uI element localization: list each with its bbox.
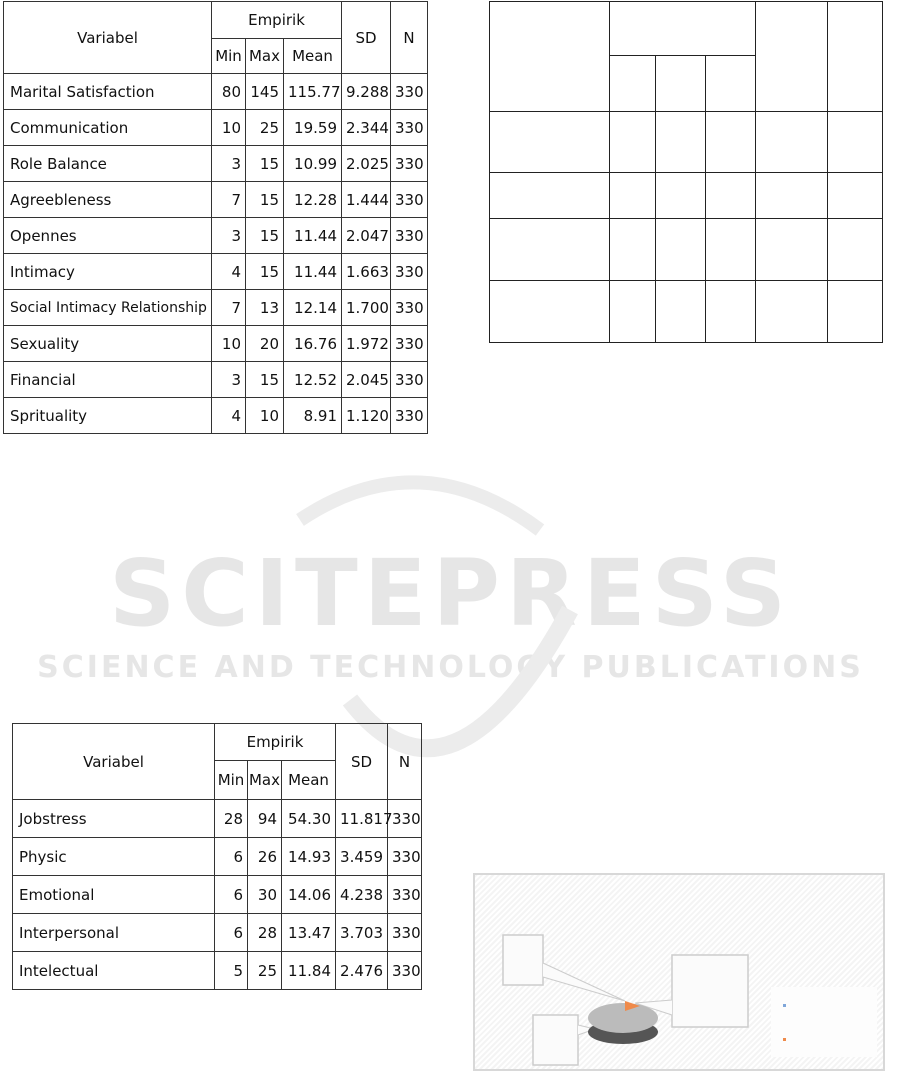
table-row: [13, 838, 422, 876]
watermark-title: SCITEPRESS: [108, 540, 793, 647]
cell-variable: Communication: [4, 110, 212, 146]
cell-mean: 14.93: [282, 838, 336, 876]
marital-satisfaction-table: [3, 1, 428, 434]
cell-variable: Sexuality: [4, 326, 212, 362]
cell-max: 26: [248, 838, 282, 876]
header-n: N: [391, 2, 428, 74]
table-row: [4, 398, 428, 434]
table-row: [13, 876, 422, 914]
cell-max: 25: [246, 110, 284, 146]
header-mean: Mean: [284, 39, 342, 74]
header-max: Max: [248, 761, 282, 800]
empty-cell: [828, 219, 883, 281]
cell-max: 15: [246, 362, 284, 398]
cell-max: 15: [246, 218, 284, 254]
table-row: [13, 914, 422, 952]
empty-cell: [756, 173, 828, 219]
empty-cell: [706, 281, 756, 343]
table-row: [4, 362, 428, 398]
cell-n: 330: [391, 398, 428, 434]
header-mean: Mean: [282, 761, 336, 800]
legend: [771, 987, 877, 1057]
pie-slice-gray: [588, 1003, 658, 1033]
table-row: [490, 281, 883, 343]
empty-cell: [706, 112, 756, 173]
empty-cell: [828, 281, 883, 343]
header-max: Max: [246, 39, 284, 74]
legend-marker: [783, 1038, 786, 1041]
cell-max: 10: [246, 398, 284, 434]
cell-min: 4: [212, 398, 246, 434]
header-min: Min: [215, 761, 248, 800]
cell-max: 20: [246, 326, 284, 362]
table-row: [4, 326, 428, 362]
leader-line: [543, 963, 625, 1001]
header-empirik: Empirik: [212, 2, 342, 39]
cell-n: 330: [391, 182, 428, 218]
empty-cell: [828, 112, 883, 173]
cell-sd: 1.700: [342, 290, 391, 326]
cell-min: 7: [212, 182, 246, 218]
table-row: [4, 254, 428, 290]
table-row: [4, 74, 428, 110]
cell-max: 94: [248, 800, 282, 838]
cell-min: 10: [212, 110, 246, 146]
cell-min: 28: [215, 800, 248, 838]
cell-mean: 54.30: [282, 800, 336, 838]
cell-variable: Role Balance: [4, 146, 212, 182]
table-row: [4, 182, 428, 218]
empty-cell: [756, 2, 828, 112]
cell-sd: 9.288: [342, 74, 391, 110]
pie-chart-placeholder: [473, 873, 885, 1071]
empty-cell: [610, 56, 656, 112]
cell-max: 28: [248, 914, 282, 952]
empty-cell: [490, 173, 610, 219]
watermark-subtitle: SCIENCE AND TECHNOLOGY PUBLICATIONS: [37, 650, 864, 685]
cell-max: 15: [246, 146, 284, 182]
cell-sd: 1.972: [342, 326, 391, 362]
cell-n: 330: [391, 326, 428, 362]
cell-sd: 2.045: [342, 362, 391, 398]
cell-n: 330: [388, 838, 422, 876]
cell-n: 330: [388, 914, 422, 952]
empty-cell: [610, 281, 656, 343]
empty-cell: [610, 173, 656, 219]
cell-sd: 2.047: [342, 218, 391, 254]
table-row: [13, 952, 422, 990]
cell-mean: 12.52: [284, 362, 342, 398]
empty-cell: [656, 219, 706, 281]
header-min: Min: [212, 39, 246, 74]
header-empirik: Empirik: [215, 724, 336, 761]
cell-sd: 2.025: [342, 146, 391, 182]
table-row: [13, 800, 422, 838]
cell-min: 5: [215, 952, 248, 990]
cell-min: 3: [212, 218, 246, 254]
cell-n: 330: [391, 254, 428, 290]
cell-max: 25: [248, 952, 282, 990]
cell-n: 330: [388, 876, 422, 914]
cell-sd: 2.476: [336, 952, 388, 990]
empty-cell: [490, 219, 610, 281]
data-label-box: [533, 1015, 578, 1065]
cell-min: 7: [212, 290, 246, 326]
cell-min: 10: [212, 326, 246, 362]
empty-cell: [610, 112, 656, 173]
cell-n: 330: [391, 218, 428, 254]
cell-max: 15: [246, 182, 284, 218]
cell-sd: 11.817: [336, 800, 388, 838]
table-row: [4, 146, 428, 182]
cell-min: 4: [212, 254, 246, 290]
empty-cell: [706, 173, 756, 219]
cell-mean: 12.28: [284, 182, 342, 218]
cell-variable: Interpersonal: [13, 914, 215, 952]
empty-cell: [756, 219, 828, 281]
cell-mean: 12.14: [284, 290, 342, 326]
empty-cell: [756, 112, 828, 173]
cell-variable: Intimacy: [4, 254, 212, 290]
data-label-box: [672, 955, 748, 1027]
data-label-box: [503, 935, 543, 985]
empty-cell: [490, 2, 610, 112]
cell-variable: Physic: [13, 838, 215, 876]
empty-cell: [828, 173, 883, 219]
cell-variable: Social Intimacy Relationship: [4, 290, 212, 326]
empty-cell: [706, 56, 756, 112]
cell-sd: 3.703: [336, 914, 388, 952]
cell-min: 3: [212, 146, 246, 182]
cell-min: 6: [215, 914, 248, 952]
cell-variable: Emotional: [13, 876, 215, 914]
cell-sd: 1.444: [342, 182, 391, 218]
cell-n: 330: [391, 110, 428, 146]
empty-table: [489, 1, 883, 343]
pie-chart: [475, 875, 883, 1069]
cell-min: 6: [215, 838, 248, 876]
cell-variable: Sprituality: [4, 398, 212, 434]
cell-max: 15: [246, 254, 284, 290]
cell-mean: 11.44: [284, 254, 342, 290]
cell-n: 330: [391, 362, 428, 398]
table-row: [490, 219, 883, 281]
empty-cell: [656, 281, 706, 343]
empty-cell: [490, 112, 610, 173]
cell-max: 145: [246, 74, 284, 110]
cell-sd: 4.238: [336, 876, 388, 914]
cell-variable: Jobstress: [13, 800, 215, 838]
cell-variable: Financial: [4, 362, 212, 398]
cell-variable: Marital Satisfaction: [4, 74, 212, 110]
cell-n: 330: [391, 290, 428, 326]
cell-min: 6: [215, 876, 248, 914]
table-row: [4, 290, 428, 326]
table-row: [490, 173, 883, 219]
cell-variable: Agreebleness: [4, 182, 212, 218]
empty-cell: [828, 2, 883, 112]
cell-n: 330: [391, 146, 428, 182]
cell-sd: 2.344: [342, 110, 391, 146]
empty-cell: [610, 219, 656, 281]
header-variabel: Variabel: [13, 724, 215, 800]
table-row: [4, 110, 428, 146]
cell-mean: 11.84: [282, 952, 336, 990]
cell-sd: 3.459: [336, 838, 388, 876]
cell-mean: 14.06: [282, 876, 336, 914]
cell-mean: 8.91: [284, 398, 342, 434]
cell-variable: Opennes: [4, 218, 212, 254]
empty-cell: [756, 281, 828, 343]
empty-cell: [490, 281, 610, 343]
cell-mean: 115.77: [284, 74, 342, 110]
cell-sd: 1.663: [342, 254, 391, 290]
empty-cell: [656, 173, 706, 219]
cell-n: 330: [388, 800, 422, 838]
cell-min: 3: [212, 362, 246, 398]
header-n: N: [388, 724, 422, 800]
cell-n: 330: [391, 74, 428, 110]
empty-cell: [706, 219, 756, 281]
cell-sd: 1.120: [342, 398, 391, 434]
cell-variable: Intelectual: [13, 952, 215, 990]
cell-mean: 13.47: [282, 914, 336, 952]
header-sd: SD: [342, 2, 391, 74]
cell-mean: 10.99: [284, 146, 342, 182]
legend-marker: [783, 1004, 786, 1007]
cell-n: 330: [388, 952, 422, 990]
table-row: [4, 218, 428, 254]
cell-max: 13: [246, 290, 284, 326]
cell-mean: 16.76: [284, 326, 342, 362]
cell-min: 80: [212, 74, 246, 110]
header-variabel: Variabel: [4, 2, 212, 74]
jobstress-table: [12, 723, 422, 990]
cell-max: 30: [248, 876, 282, 914]
empty-cell: [610, 2, 756, 56]
cell-mean: 19.59: [284, 110, 342, 146]
empty-cell: [656, 56, 706, 112]
table-row: [490, 112, 883, 173]
empty-cell: [656, 112, 706, 173]
header-sd: SD: [336, 724, 388, 800]
cell-mean: 11.44: [284, 218, 342, 254]
